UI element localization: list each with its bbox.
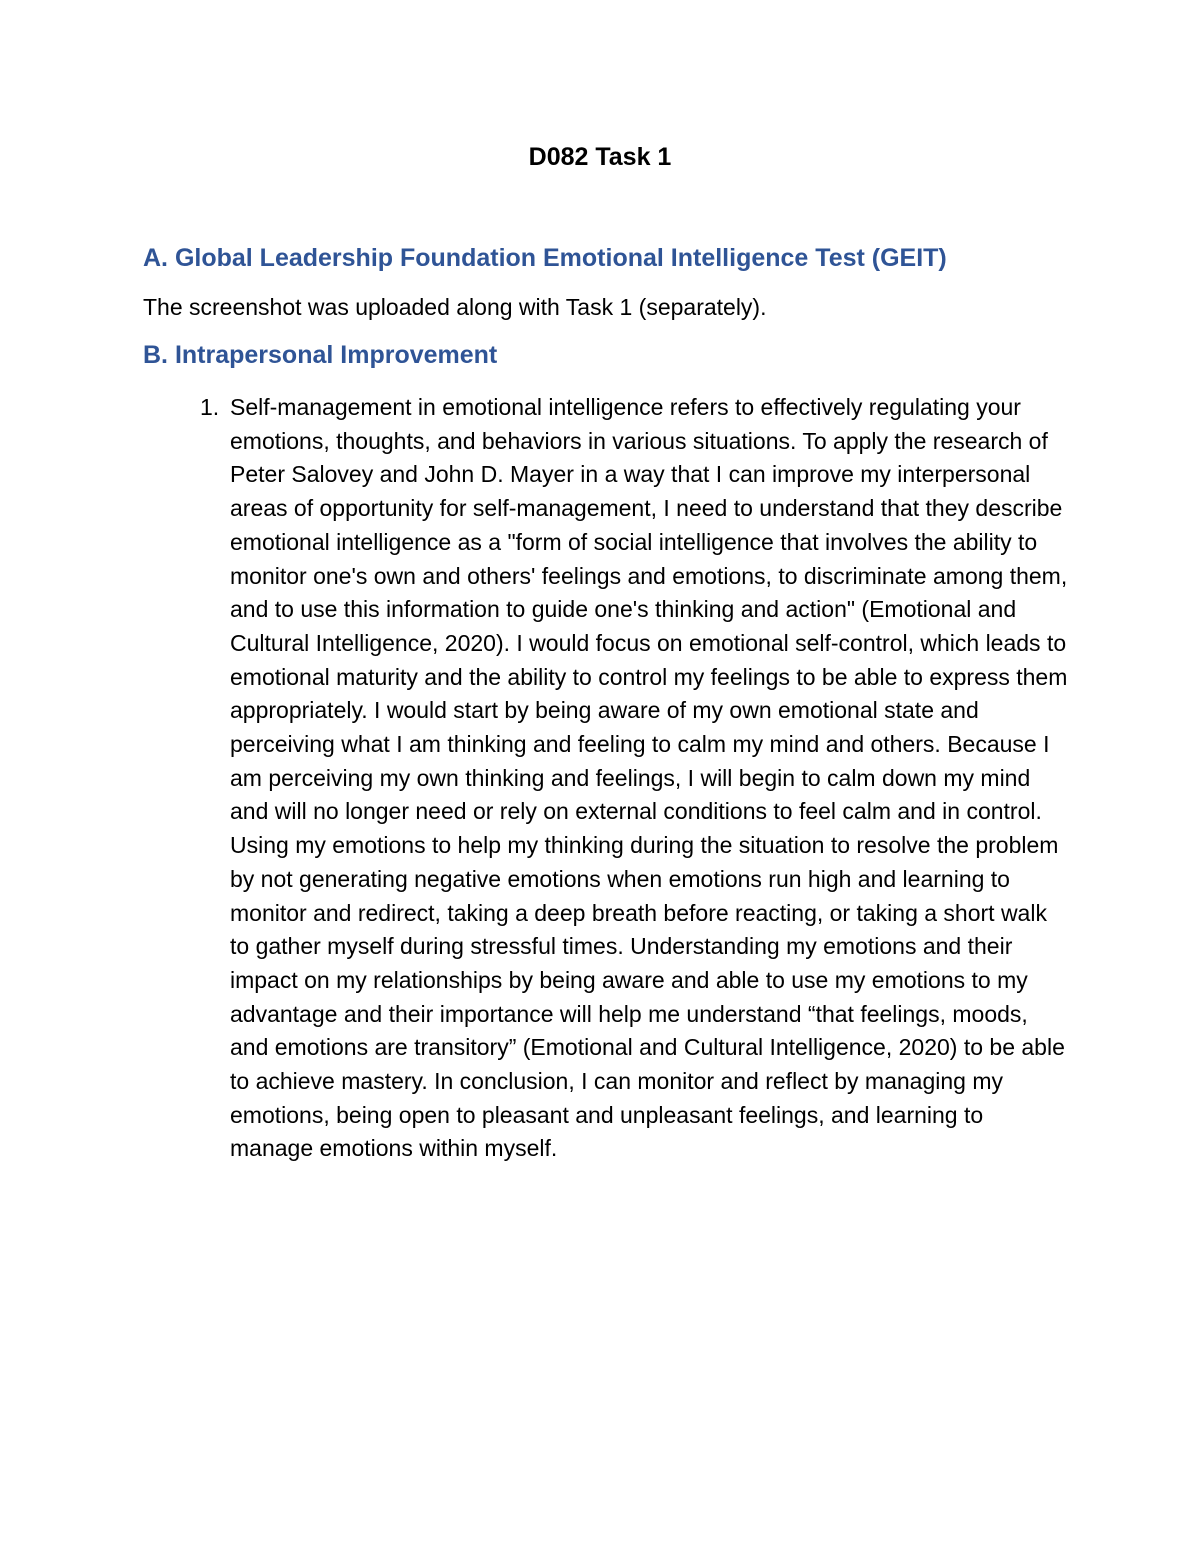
- section-b-heading: B. Intrapersonal Improvement: [143, 341, 498, 369]
- section-a-heading: A. Global Leadership Foundation Emotional Intelligence Test (GEIT): [143, 244, 947, 272]
- section-b-list: [200, 391, 1070, 1166]
- section-a-body: The screenshot was uploaded along with Task 1 (separately).: [143, 294, 767, 320]
- list-item-text: Self-management in emotional intelligence refers to effectively regulating your emotions, thoughts, and behaviors in various situations. To apply the research of Peter Salovey and John D. Mayer in a way that I can improve my interpersonal areas of opportunity for self-management, I need to understand that they describe emotional intelligence as a "form of social intelligence that involves the ability to monitor one's own and others' feelings and emotions, to discriminate among them, and to use this information to guide one's thinking and action" (Emotional and Cultural Intelligence, 2020). I would focus on emotional self-control, which leads to emotional maturity and the ability to control my feelings to be able to express them appropriately. I would start by being aware of my own emotional state and perceiving what I am thinking and feeling to calm my mind and others. Because I am perceiving my own thinking and feelings, I will begin to calm down my mind and will no longer need or rely on external conditions to feel calm and in control. Using my emotions to help my thinking during the situation to resolve the problem by not generating negative emotions when emotions run high and learning to monitor and redirect, taking a deep breath before reacting, or taking a short walk to gather myself during stressful times. Understanding my emotions and their impact on my relationships by being aware and able to use my emotions to my advantage and their importance will help me understand “that feelings, moods, and emotions are transitory” (Emotional and Cultural Intelligence, 2020) to be able to achieve mastery. In conclusion, I can monitor and reflect by managing my emotions, being open to pleasant and unpleasant feelings, and learning to manage emotions within myself.: [230, 394, 1068, 1162]
- document-title: D082 Task 1: [528, 143, 672, 171]
- list-item: [200, 391, 1070, 1166]
- list-item-number: 1.: [200, 394, 220, 420]
